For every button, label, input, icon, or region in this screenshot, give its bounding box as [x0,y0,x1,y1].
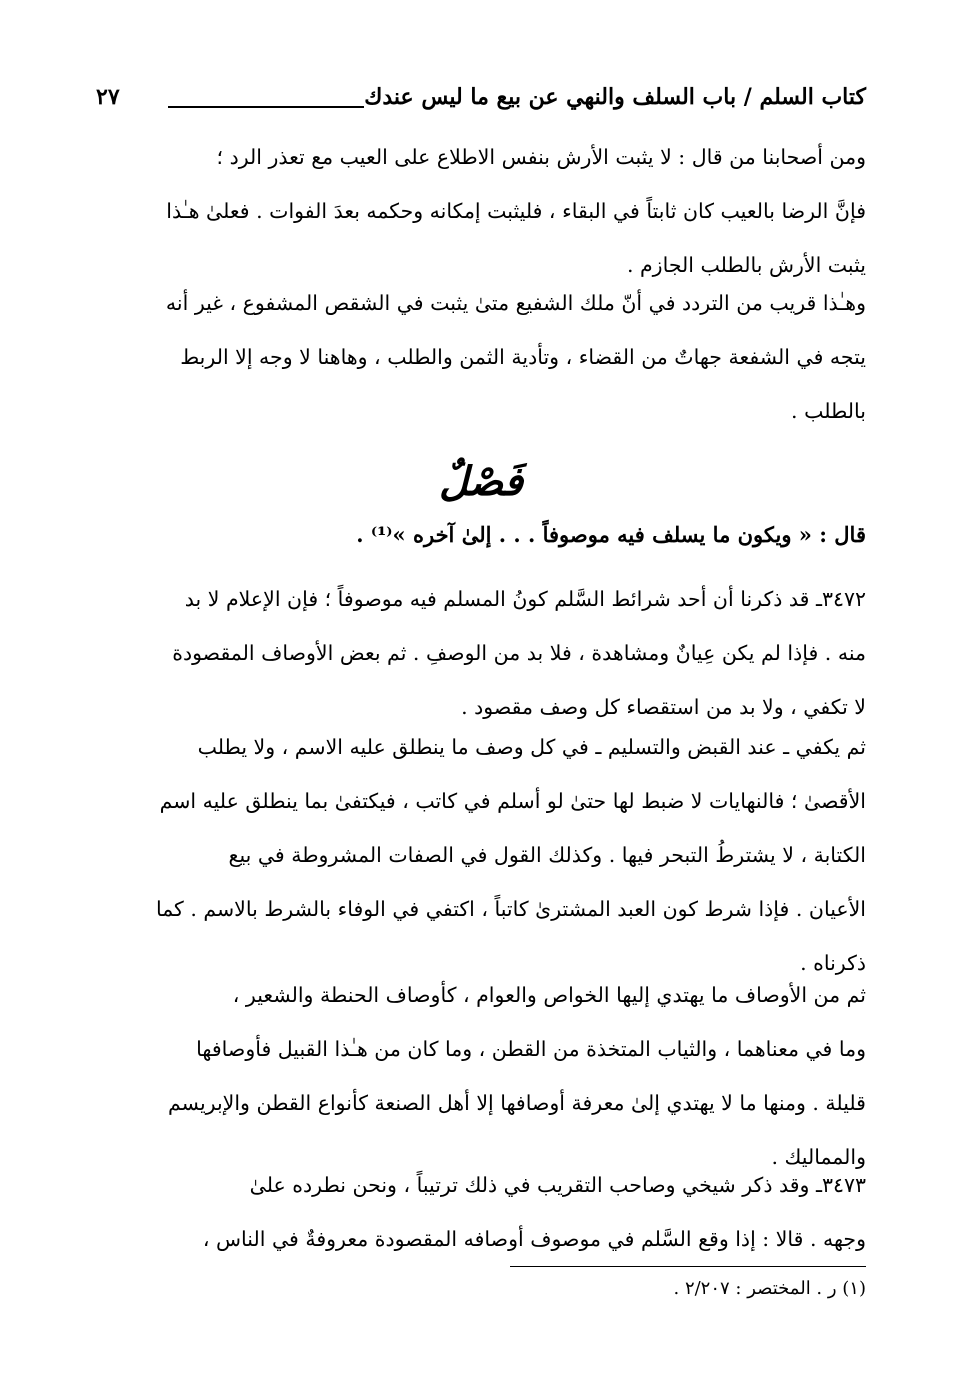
text-line: وهـٰذا قريب من التردد في أنّ ملك الشفيع متىٰ يثبت في الشقص المشفوع ، غير أنه [165,291,866,315]
text-line: ثم من الأوصاف ما يهتدي إليها الخواص والعوام ، كأوصاف الحنطة والشعير ، [232,983,866,1007]
text-line: منه . فإذا لم يكن عِيانٌ ومشاهدة ، فلا بد من الوصفِ . ثم بعض الأوصاف المقصودة [172,641,866,665]
footnote: (١) ر . المختصر : ٢/٢٠٧ . [673,1278,866,1299]
paragraph-4 [96,720,866,990]
header-title: كتاب السلم / باب السلف والنهي عن بيع ما ليس عندك [364,84,866,110]
text-line: بالطلب . [791,399,866,423]
text-line: ومن أصحابنا من قال : لا يثبت الأرش بنفس الاطلاع على العيب مع تعذر الرد ؛ [216,145,866,169]
header-rule [168,106,364,108]
text-line: وما في معناهما ، والثياب المتخذة من القطن ، وما كان من هـٰذا القبيل فأوصافها [196,1037,866,1061]
text-line: الأعيان . فإذا شرط كون العبد المشترىٰ كاتباً ، اكتفي في الوفاء بالشرط بالاسم . كما [155,897,866,921]
paragraph-3473 [96,1158,866,1266]
section-heading: فَصْلٌ [438,458,524,505]
paragraph-2 [96,276,866,438]
text-line: قليلة . ومنها ما لا يهتدي إلىٰ معرفة أوصافها إلا أهل الصنعة كأنواع القطن والإبريسم [168,1091,866,1115]
text-line: فإنَّ الرضا بالعيب كان ثابتاً في البقاء ، فليثبت إمكانه وحكمه بعدَ الفوات . فعلىٰ هـٰذا [166,199,866,223]
paragraph-5 [96,968,866,1184]
text-line: ذكرناه . [800,951,866,975]
text-line: والمماليك . [771,1145,866,1169]
paragraph-3472 [96,572,866,734]
book-page [96,80,866,1350]
text-line: ثم يكفي ـ عند القبض والتسليم ـ في كل وصف ما ينطلق عليه الاسم ، ولا يطلب [197,735,866,759]
text-line: يتجه في الشفعة جهاتٌ من القضاء ، وتأدية الثمن والطلب ، وهاهنا لا وجه إلا الربط [180,345,866,369]
footnote-separator [510,1266,866,1267]
page-number: ٢٧ [96,84,120,110]
text-line: يثبت الأرش بالطلب الجازم . [626,253,866,277]
section-quote: قال : « ويكون ما يسلف فيه موصوفاً . . . إلىٰ آخره »⁽¹⁾ . [356,522,866,547]
running-header [96,84,866,122]
text-line: الكتابة ، لا يشترطُ التبحر فيها . وكذلك القول في الصفات المشروطة في بيع [228,843,866,867]
text-line: وجهه . قالا : إذا وقع السَّلم في موصوف أوصافه المقصودة معروفةٌ في الناس ، [202,1227,866,1251]
text-line: الأقصىٰ ؛ فالنهايات لا ضبط لها حتىٰ لو أسلم في كاتب ، فيكتفىٰ بما ينطلق عليه اسم [159,789,866,813]
text-line: لا تكفي ، ولا بد من استقصاء كل وصف مقصود . [461,695,866,719]
text-line: ٣٤٧٣ـ وقد ذكر شيخي وصاحب التقريب في ذلك ترتيباً ، ونحن نطرده علىٰ [249,1173,866,1197]
paragraph-1 [96,130,866,292]
text-line: ٣٤٧٢ـ قد ذكرنا أن أحد شرائط السَّلم كونُ المسلم فيه موصوفاً ؛ فإن الإعلام لا بد [184,587,866,611]
